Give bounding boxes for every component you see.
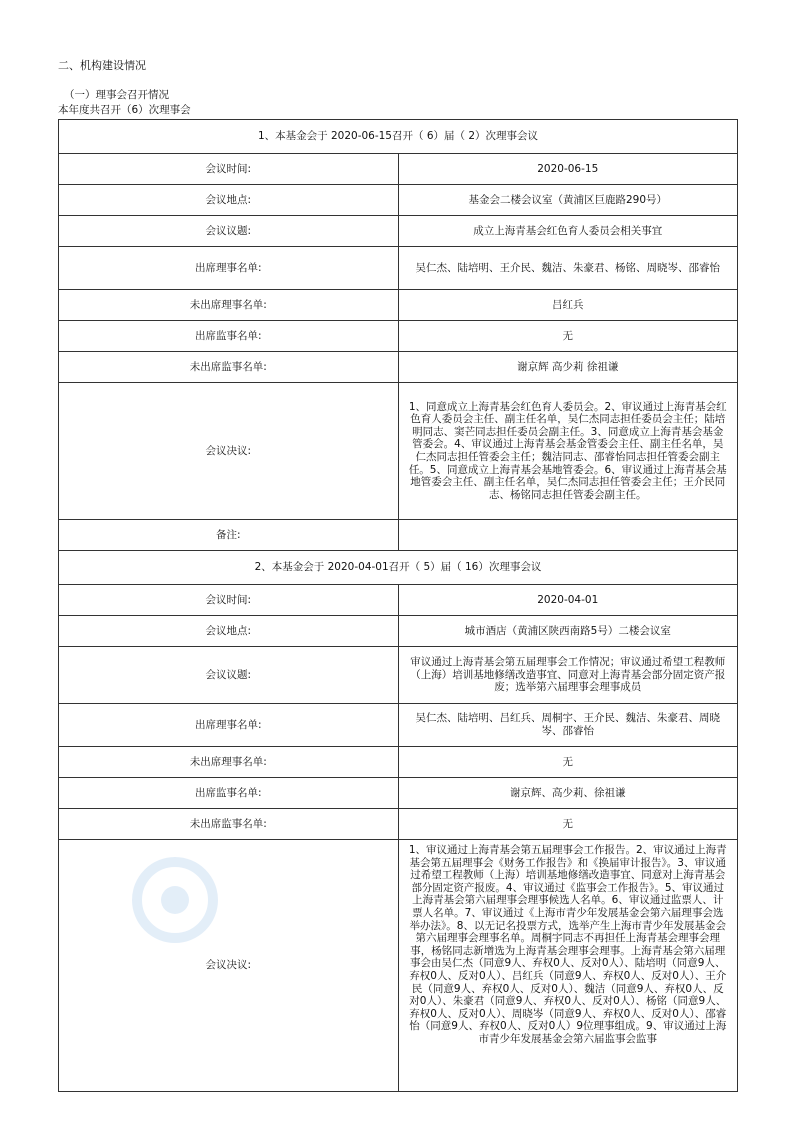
resolution-value: 1、审议通过上海青基会第五届理事会工作报告。2、审议通过上海青基会第五届理事会《财务工作报告》和《换届审计报告》。3、审议通过希望工程教师（上海）培训基地修缮改造事宜、同意对上海青基会部分固定资产报废。4、审议通过《监事会工作报告》。5、审议通过上海青基会第六届理事会理事候选人名单。6、审议通过监票人、计票人名单。7、审议通过《上海市青少年发展基金会第六届理事会选举办法》。8、以无记名投票方式，选举产生上海市青少年发展基金会第六届理事会理事名单。周桐宇同志不再担任上海青基会理事会理事，杨铭同志新增选为上海青基会理事会理事。上海青基会第六届理事会由吴仁杰（同意9人、弃权0人、反对0人）、陆培明（同意9人、弃权0人、反对0人）、吕红兵（同意9人、弃权0人、反对0人）、王介民（同意9人、弃权0人、反对0人）、魏洁（同意9人、弃权0人、反对0人）、朱豪君（同意9人、弃权0人、反对0人）、杨铭（同意9人、弃权0人、反对0人）、周晓岑（同意9人、弃权0人、反对0人）、邵睿怡（同意9人、弃权0人、反对0人）9位理事组成。9、审议通过上海市青少年发展基金会第六届监事会监事	[398, 840, 738, 1092]
absent-directors-value: 无	[398, 747, 738, 778]
table-row	[59, 154, 738, 185]
meeting-time-label: 会议时间:	[59, 154, 399, 185]
present-supervisors-label: 出席监事名单:	[59, 778, 399, 809]
table-row	[59, 809, 738, 840]
present-directors-value: 吴仁杰、陆培明、王介民、魏洁、朱豪君、杨铭、周晓岑、邵睿怡	[398, 247, 738, 290]
meeting-place-label: 会议地点:	[59, 185, 399, 216]
absent-directors-label: 未出席理事名单:	[59, 747, 399, 778]
meeting-topic-value: 审议通过上海青基会第五届理事会工作情况；审议通过希望工程教师（上海）培训基地修缮改造事宜、同意对上海青基会部分固定资产报废；选举第六届理事会理事成员	[398, 647, 738, 704]
remark-label: 备注:	[59, 520, 399, 551]
meeting-topic-label: 会议议题:	[59, 647, 399, 704]
board-meetings-table	[58, 119, 738, 1092]
table-row	[59, 840, 738, 1092]
table-row	[59, 247, 738, 290]
present-supervisors-value: 谢京辉、高少莉、徐祖谦	[398, 778, 738, 809]
meeting-topic-value: 成立上海青基会红色育人委员会相关事宜	[398, 216, 738, 247]
meeting-time-label: 会议时间:	[59, 585, 399, 616]
table-row	[59, 778, 738, 809]
absent-directors-value: 吕红兵	[398, 290, 738, 321]
meeting-heading-row	[59, 120, 738, 154]
absent-directors-label: 未出席理事名单:	[59, 290, 399, 321]
remark-value	[398, 520, 738, 551]
resolution-value: 1、同意成立上海青基会红色育人委员会。2、审议通过上海青基会红色育人委员会主任、副主任名单，吴仁杰同志担任委员会主任；陆培明同志、窦芒同志担任委员会副主任。3、同意成立上海青基会基金管委会。4、审议通过上海青基会基金管委会主任、副主任名单，吴仁杰同志担任管委会主任；魏洁同志、邵睿怡同志担任管委会副主任。5、同意成立上海青基会基地管委会。6、审议通过上海青基会基地管委会主任、副主任名单，吴仁杰同志担任管委会主任；王介民同志、杨铭同志担任管委会副主任。	[398, 383, 738, 520]
table-row	[59, 747, 738, 778]
present-directors-label: 出席理事名单:	[59, 247, 399, 290]
table-row	[59, 383, 738, 520]
table-row	[59, 616, 738, 647]
present-supervisors-label: 出席监事名单:	[59, 321, 399, 352]
table-row	[59, 585, 738, 616]
meeting-topic-label: 会议议题:	[59, 216, 399, 247]
table-row	[59, 352, 738, 383]
absent-supervisors-label: 未出席监事名单:	[59, 352, 399, 383]
resolution-label: 会议决议:	[59, 383, 399, 520]
present-supervisors-value: 无	[398, 321, 738, 352]
present-directors-label: 出席理事名单:	[59, 704, 399, 747]
table-row	[59, 321, 738, 352]
table-row	[59, 185, 738, 216]
meeting-time-value: 2020-04-01	[398, 585, 738, 616]
meeting-heading: 1、本基金会于 2020-06-15召开（ 6）届（ 2）次理事会议	[59, 120, 738, 154]
absent-supervisors-label: 未出席监事名单:	[59, 809, 399, 840]
absent-supervisors-value: 无	[398, 809, 738, 840]
meeting-heading: 2、本基金会于 2020-04-01召开（ 5）届（ 16）次理事会议	[59, 551, 738, 585]
meeting-place-label: 会议地点:	[59, 616, 399, 647]
present-directors-value: 吴仁杰、陆培明、吕红兵、周桐宇、王介民、魏洁、朱豪君、周晓岑、邵睿怡	[398, 704, 738, 747]
table-row	[59, 647, 738, 704]
meeting-place-value: 城市酒店（黄浦区陕西南路5号）二楼会议室	[398, 616, 738, 647]
resolution-label: 会议决议:	[59, 840, 399, 1092]
table-row	[59, 704, 738, 747]
table-row	[59, 290, 738, 321]
table-row	[59, 520, 738, 551]
sub-title: （一）理事会召开情况	[64, 89, 169, 101]
absent-supervisors-value: 谢京辉 高少莉 徐祖谦	[398, 352, 738, 383]
meeting-time-value: 2020-06-15	[398, 154, 738, 185]
table-row	[59, 216, 738, 247]
section-title: 二、机构建设情况	[58, 59, 146, 72]
meeting-place-value: 基金会二楼会议室（黄浦区巨鹿路290号）	[398, 185, 738, 216]
meeting-heading-row	[59, 551, 738, 585]
meeting-count-line: 本年度共召开（6）次理事会	[58, 104, 191, 116]
